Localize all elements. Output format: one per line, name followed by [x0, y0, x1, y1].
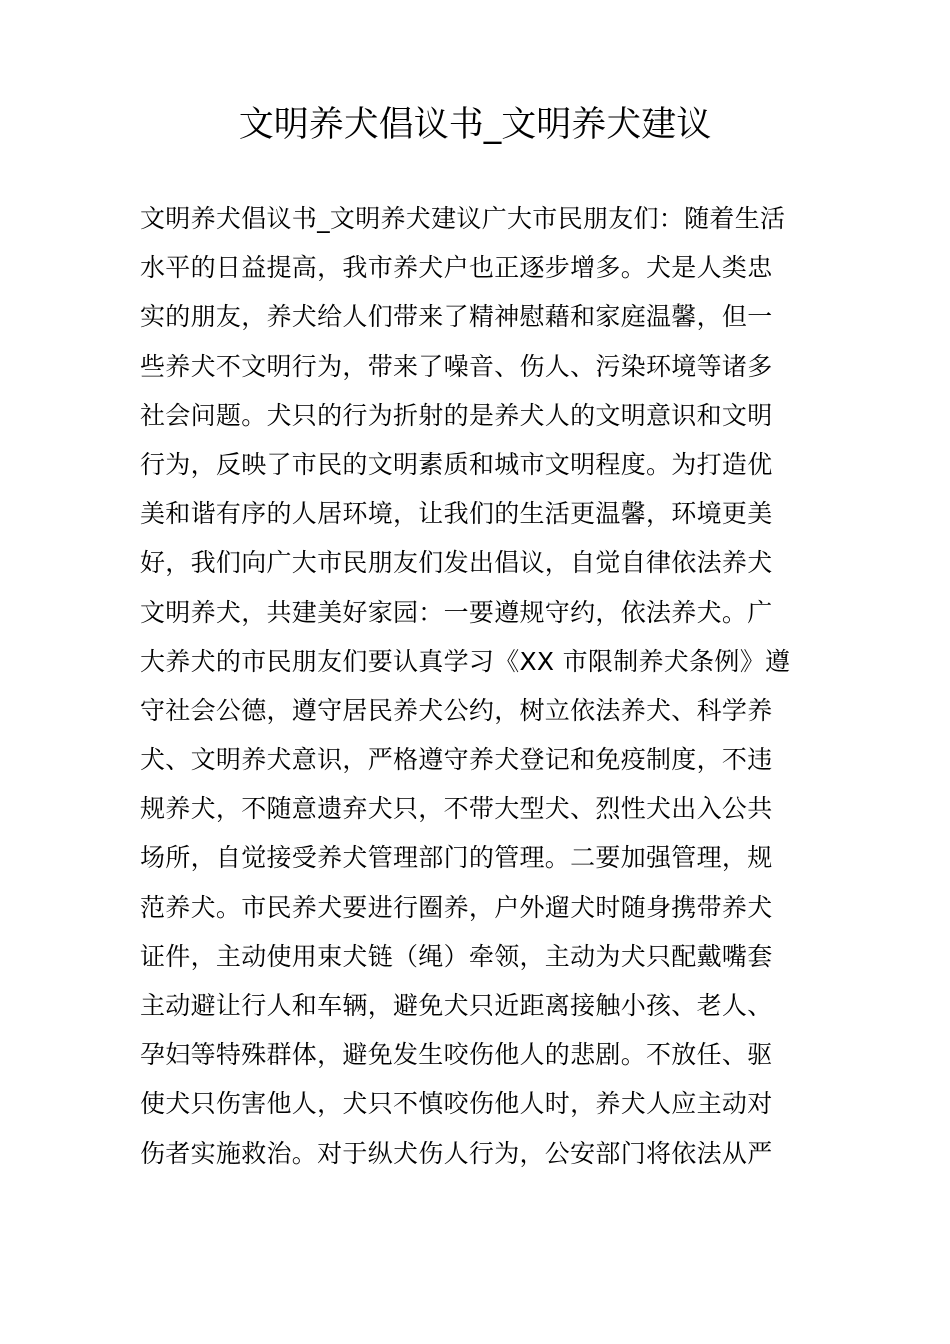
body-line: 社会问题。犬只的行为折射的是养犬人的文明意识和文明: [140, 400, 773, 430]
body-line: 规养犬，不随意遗弃犬只，不带大型犬、烈性犬出入公共: [140, 794, 773, 824]
body-line: 好，我们向广大市民朋友们发出倡议，自觉自律依法养犬: [140, 548, 773, 578]
body-line: 主动避让行人和车辆，避免犬只近距离接触小孩、老人、: [140, 991, 773, 1020]
body-line: 孕妇等特殊群体，避免发生咬伤他人的悲剧。不放任、驱: [140, 1040, 773, 1070]
body-line: 使犬只伤害他人，犬只不慎咬伤他人时，养犬人应主动对: [140, 1089, 773, 1119]
body-line: 伤者实施救治。对于纵犬伤人行为，公安部门将依法从严: [140, 1138, 773, 1168]
body-line: 犬、文明养犬意识，严格遵守养犬登记和免疫制度，不违: [140, 745, 773, 775]
body-line: 些养犬不文明行为，带来了噪音、伤人、污染环境等诸多: [140, 351, 773, 381]
body-line: 证件，主动使用束犬链（绳）牵领，主动为犬只配戴嘴套: [140, 941, 773, 971]
body-line: 美和谐有序的人居环境，让我们的生活更温馨，环境更美: [140, 499, 773, 529]
body-line: 实的朋友，养犬给人们带来了精神慰藉和家庭温馨，但一: [140, 302, 773, 332]
document-title: 文明养犬倡议书_文明养犬建议: [238, 105, 712, 145]
body-line: 文明养犬，共建美好家园：一要遵规守约，依法养犬。广: [140, 597, 773, 627]
body-line: 水平的日益提高，我市养犬户也正逐步增多。犬是人类忠: [140, 253, 773, 283]
body-line: 场所，自觉接受养犬管理部门的管理。二要加强管理，规: [140, 843, 773, 873]
body-line: 行为，反映了市民的文明素质和城市文明程度。为打造优: [140, 449, 773, 479]
body-line: 守社会公德，遵守居民养犬公约，树立依法养犬、科学养: [140, 695, 773, 725]
body-line: 文明养犬倡议书_文明养犬建议广大市民朋友们：随着生活: [140, 204, 786, 233]
body-line: 大养犬的市民朋友们要认真学习《XX 市限制养犬条例》遵: [140, 646, 791, 676]
body-line: 范养犬。市民养犬要进行圈养，户外遛犬时随身携带养犬: [140, 892, 773, 922]
document-body: [140, 194, 830, 1178]
